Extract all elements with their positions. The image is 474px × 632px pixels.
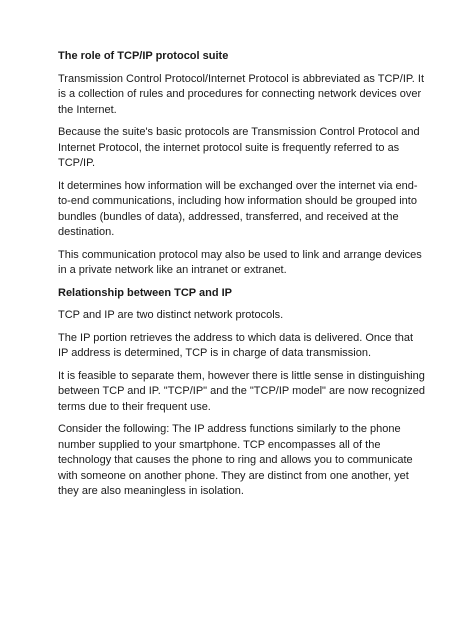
paragraph-distinct-protocols: TCP and IP are two distinct network protocols. [58, 309, 284, 321]
paragraph-phone-analogy: Consider the following: The IP address functions similarly to the phone number supplied to your smartphone. TCP encompasses all of the technology that causes the phone to ring and allows you to communicate with someone on another phone. They are distinct from one another, yet they are also meaningless in isolation. [58, 423, 413, 497]
paragraph-exchange: It determines how information will be exchanged over the internet via end-to-end communications, including how information should be grouped into bundles (bundles of data), addressed, transferred, and received at the destination. [58, 179, 418, 238]
section-heading-tcpip-role: The role of TCP/IP protocol suite [58, 50, 229, 62]
paragraph-private-network: This communication protocol may also be used to link and arrange devices in a private network like an intranet or extranet. [58, 248, 422, 276]
paragraph-separation: It is feasible to separate them, however there is little sense in distinguishing between TCP and IP. "TCP/IP" and the "TCP/IP model" are now recognized terms due to their frequent use. [58, 369, 426, 413]
paragraph-ip-portion: The IP portion retrieves the address to which data is delivered. Once that IP address is determined, TCP is in charge of data transmission. [58, 331, 414, 359]
section-heading-relationship: Relationship between TCP and IP [58, 286, 232, 299]
paragraph-naming: Because the suite's basic protocols are Transmission Control Protocol and Internet Protocol, the internet protocol suite is frequently referred to as TCP/IP. [58, 126, 420, 169]
document-page [58, 49, 426, 507]
paragraph-definition: Transmission Control Protocol/Internet Protocol is abbreviated as TCP/IP. It is a collection of rules and procedures for connecting network devices over the Internet. [58, 72, 425, 116]
